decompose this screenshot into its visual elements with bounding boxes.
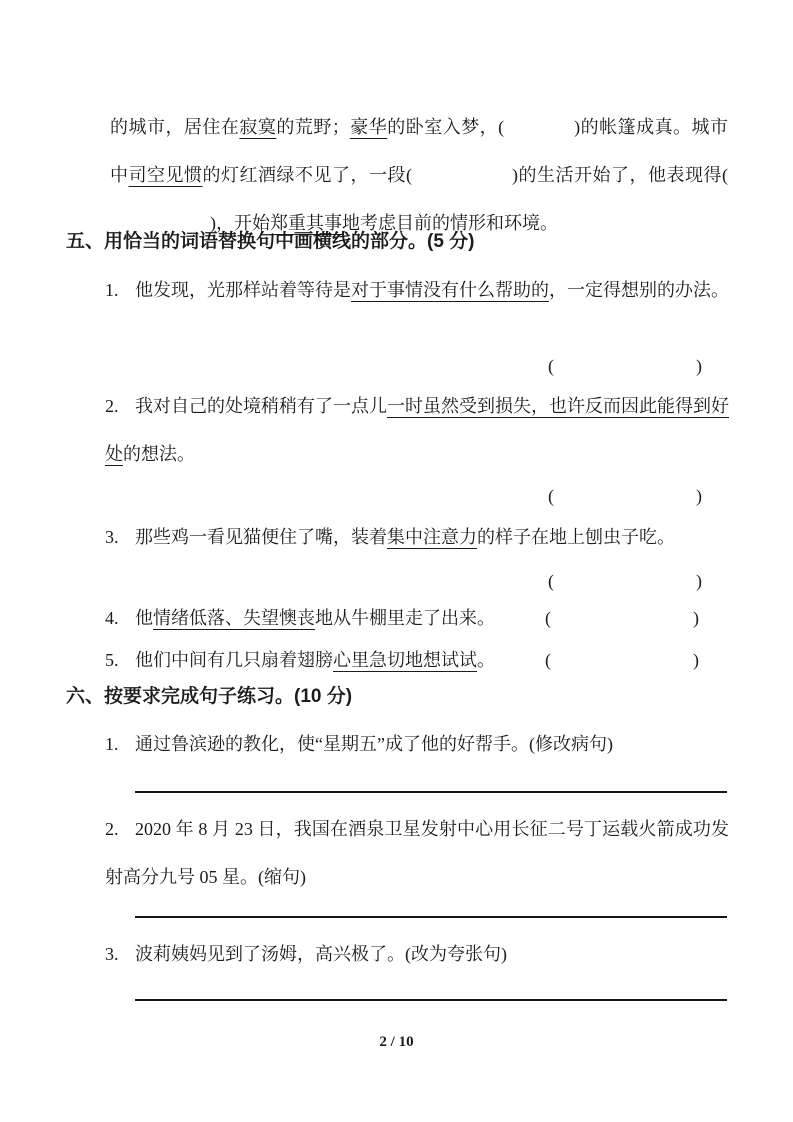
answer-parentheses <box>548 356 702 376</box>
open-paren: ( <box>548 356 554 376</box>
item-text: 那些鸡一看见猫便住了嘴，装着 <box>135 527 387 547</box>
open-paren: ( <box>548 571 554 591</box>
exercise-item <box>105 513 729 561</box>
item-text: 他们中间有几只扇着翅膀 <box>135 650 333 670</box>
intro-text: 地考虑目前的情形和环境。 <box>342 213 558 233</box>
answer-parentheses <box>548 486 702 506</box>
page-number: 2 / 10 <box>379 1034 414 1050</box>
item-text: 我对自己的处境稍稍有了一点儿 <box>135 396 387 416</box>
section-six-heading: 六、按要求完成句子练习。(10 分) <box>66 686 353 707</box>
underlined-phrase: 豪华 <box>349 117 388 137</box>
item-number: 4. <box>105 608 119 628</box>
item-text: 的样子在地上刨虫子吃。 <box>477 527 675 547</box>
close-paren: ) <box>696 356 702 376</box>
item-text: 地从牛棚里走了出来。 <box>315 608 495 628</box>
underlined-phrase: 寂寞 <box>239 117 277 137</box>
close-paren: ) <box>693 608 699 628</box>
intro-text: )的帐篷成真。城市中 <box>110 117 729 185</box>
item-text: ，一定得想别的办法。 <box>549 280 729 300</box>
intro-text: 的卧室入梦，( <box>387 117 505 137</box>
answer-space <box>554 501 696 502</box>
answer-blank-line <box>135 791 727 793</box>
open-paren: ( <box>548 486 554 506</box>
section-five-heading: 五、用恰当的词语替换句中画横线的部分。(5 分) <box>66 231 475 252</box>
open-paren: ( <box>545 650 551 670</box>
item-number: 2. <box>105 819 119 839</box>
exercise-item <box>105 805 729 901</box>
item-number: 1. <box>105 280 119 300</box>
item-number: 3. <box>105 527 119 547</box>
exercise-item <box>105 266 729 314</box>
item-number: 5. <box>105 650 119 670</box>
underlined-phrase: 一时虽然受到损失，也许反而因此能得到好处 <box>105 396 729 464</box>
underlined-phrase: 情绪低落、失望懊丧 <box>153 608 315 628</box>
open-paren: ( <box>545 608 551 628</box>
answer-space <box>551 665 693 666</box>
fill-in-blank <box>504 132 574 133</box>
answer-blank-line <box>135 999 727 1001</box>
item-text: 通过鲁滨逊的教化，使“星期五”成了他的好帮手。(修改病句) <box>135 734 613 754</box>
item-number: 1. <box>105 734 119 754</box>
item-text: 2020 年 8 月 23 日，我国在酒泉卫星发射中心用长征二号丁运载火箭成功发射高分九号 05 星。(缩句) <box>105 819 729 887</box>
answer-parentheses <box>548 571 702 591</box>
intro-text: 的荒野； <box>276 117 350 137</box>
intro-text: )，开始 <box>210 213 270 233</box>
answer-space <box>551 623 693 624</box>
close-paren: ) <box>696 486 702 506</box>
answer-space <box>554 371 696 372</box>
close-paren: ) <box>693 650 699 670</box>
underlined-phrase: 郑重其事 <box>270 213 342 233</box>
item-line <box>105 594 495 642</box>
item-text: 的想法。 <box>123 444 195 464</box>
item-text: 波莉姨妈见到了汤姆，高兴极了。(改为夸张句) <box>135 944 507 964</box>
close-paren: ) <box>696 571 702 591</box>
intro-text: 的城市，居住在 <box>110 117 240 137</box>
underlined-phrase: 心里急切地想试试 <box>333 650 477 670</box>
intro-text: 的灯红酒绿不见了，一段( <box>202 165 412 185</box>
item-number: 2. <box>105 396 119 416</box>
exercise-item <box>105 382 729 478</box>
fill-in-blank <box>412 180 512 181</box>
exercise-item <box>105 930 729 978</box>
underlined-phrase: 司空见惯 <box>128 165 203 185</box>
item-number: 3. <box>105 944 119 964</box>
underlined-phrase: 对于事情没有什么帮助的 <box>351 280 549 300</box>
item-text: 。 <box>477 650 495 670</box>
exercise-item <box>105 594 727 642</box>
item-text: 他发现，光那样站着等待是 <box>135 280 351 300</box>
item-text: 他 <box>135 608 153 628</box>
intro-text: )的生活开始了，他表现得( <box>512 165 728 185</box>
answer-space <box>554 586 696 587</box>
answer-blank-line <box>135 916 727 918</box>
answer-parentheses <box>545 594 699 642</box>
exercise-item <box>105 720 729 768</box>
underlined-phrase: 集中注意力 <box>387 527 477 547</box>
